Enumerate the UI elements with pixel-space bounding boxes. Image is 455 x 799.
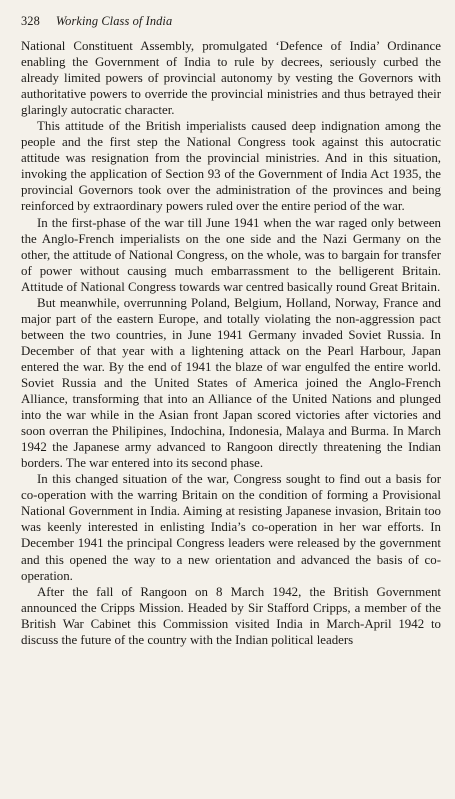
paragraph: But meanwhile, overrunning Poland, Belgium, Holland, Norway, France and major part of the eastern Europe, and totally violating the non-aggression pact between the two countries, in June 1941 Germany invaded Soviet Russia. In December of that year with a lightening attack on the Pearl Harbour, Japan entered the war. By the end of 1941 the blaze of war engulfed the entire world. Soviet Russia and the United States of America joined the Anglo-French Alliance, transforming that into an Alliance of the United Nations and plunged into the war while in the Asian front Japan scored victories after victories and soon overran the Philipines, Indochina, Indonesia, Malaya and Burma. In March 1942 the Japanese army advanced to Rangoon directly threatening the Indian borders. The war entered into its second phase. [21, 295, 441, 471]
paragraph: This attitude of the British imperialists caused deep indignation among the people and the first step the National Congress took against this autocratic attitude was resignation from the provincial ministries. And in this situation, invoking the application of Section 93 of the Government of India Act 1935, the provincial Governors took over the administration of the provinces and being reinforced by extraordinary powers ruled over the entire period of the war. [21, 119, 441, 214]
book-title: Working Class of India [55, 14, 173, 28]
body-text [21, 38, 441, 648]
paragraph: National Constituent Assembly, promulgated ‘Defence of India’ Ordinance enabling the Government of India to rule by decrees, seriously curbed the already limited powers of provincial autonomy by vesting the Governors with authoritative powers to override the provincial ministries and thus betrayed their glaringly autocratic character. [21, 39, 441, 118]
running-head [21, 12, 441, 30]
paragraph: In this changed situation of the war, Congress sought to find out a basis for co-operation with the warring Britain on the condition of forming a Provisional National Government in India. Aiming at resisting Japanese invasion, Britain too was keenly interested in enlisting India’s co-operation in her war efforts. In December 1941 the principal Congress leaders were released by the government and this opened the way to a new orientation and advanced the basis of co-operation. [21, 472, 441, 583]
page-number: 328 [21, 14, 40, 28]
paragraph: After the fall of Rangoon on 8 March 1942, the British Government announced the Cripps Mission. Headed by Sir Stafford Cripps, a member of the British War Cabinet this Commission visited India in March-April 1942 to discuss the future of the country with the Indian political leaders [21, 584, 441, 647]
paragraph: In the first-phase of the war till June 1941 when the war raged only between the Anglo-French imperialists on the one side and the Nazi Germany on the other, the attitude of National Congress, on the whole, was to bargain for transfer of power without causing much embarrassment to the belligerent Britain. Attitude of National Congress towards war centred basically round Great Britain. [21, 215, 441, 294]
